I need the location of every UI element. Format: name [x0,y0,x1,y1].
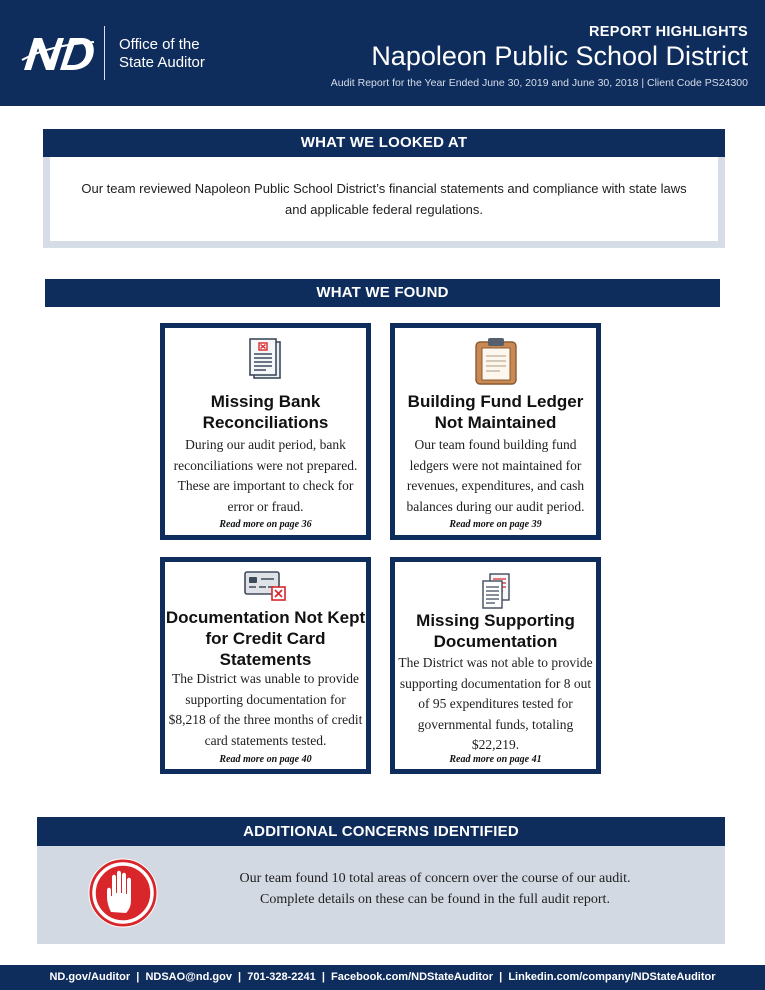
card-title: Documentation Not Kept for Credit Card Statements [165,608,366,669]
card-read-more[interactable]: Read more on page 41 [449,754,542,765]
card-body: During our audit period, bank reconciliations were not prepared. These are important to check for error or fraud. [173,437,358,514]
looked-at-heading-bar [43,129,725,157]
finding-card-building-fund-ledger [390,323,601,540]
footer-contact-text[interactable]: ND.gov/Auditor | NDSAO@nd.gov | 701-328-2241 | Facebook.com/NDStateAuditor | Linkedin.com/company/NDStateAuditor [49,971,716,983]
report-subline: Audit Report for the Year Ended June 30, 2019 and June 30, 2018 | Client Code PS24300 [330,77,748,89]
found-heading-bar [45,279,720,307]
looked-at-panel [43,157,725,248]
credit-card-x-icon [244,570,288,602]
concerns-heading: ADDITIONAL CONCERNS IDENTIFIED [243,823,519,840]
district-title: Napoleon Public School District [371,41,748,71]
card-read-more[interactable]: Read more on page 36 [219,519,312,530]
report-header [0,0,765,106]
office-line-1: Office of the [119,36,200,53]
concerns-line-2: Complete details on these can be found in the full audit report. [260,892,610,907]
nd-logo-icon [20,30,96,76]
looked-at-inner [50,157,718,241]
card-body: The District was unable to provide supporting documentation for $8,218 of the three months of credit card statements tested. [168,671,363,748]
office-line-2: State Auditor [119,54,205,71]
concerns-heading-bar [37,817,725,846]
card-body: Our team found building fund ledgers were not maintained for revenues, expenditures, and cash balances during our audit period. [406,437,585,514]
stop-hand-icon [86,856,160,930]
finding-card-bank-reconciliations [160,323,371,540]
concerns-line-1: Our team found 10 total areas of concern over the course of our audit. [239,871,631,886]
document-x-icon [248,338,284,380]
looked-at-heading: WHAT WE LOOKED AT [300,134,468,151]
card-title: Building Fund Ledger Not Maintained [407,392,584,432]
office-name [119,36,205,72]
card-read-more[interactable]: Read more on page 40 [219,754,312,765]
documents-icon [481,572,511,610]
card-body: The District was not able to provide supporting documentation for 8 out of 95 expenditures tested for governmental funds, totaling $22,219. [398,655,593,752]
report-highlights-label: REPORT HIGHLIGHTS [589,24,748,40]
clipboard-icon [473,336,519,386]
looked-at-text: Our team reviewed Napoleon Public School District’s financial statements and compliance with state laws and applicable federal regulations. [81,181,687,217]
card-read-more[interactable]: Read more on page 39 [449,519,542,530]
finding-card-credit-card-documentation [160,557,371,774]
found-heading: WHAT WE FOUND [316,284,449,301]
concerns-text [200,868,670,910]
footer-contact-bar [0,965,765,990]
logo-divider [104,26,105,80]
finding-card-supporting-documentation [390,557,601,774]
card-title: Missing Supporting Documentation [416,611,575,651]
card-title: Missing Bank Reconciliations [202,392,329,432]
